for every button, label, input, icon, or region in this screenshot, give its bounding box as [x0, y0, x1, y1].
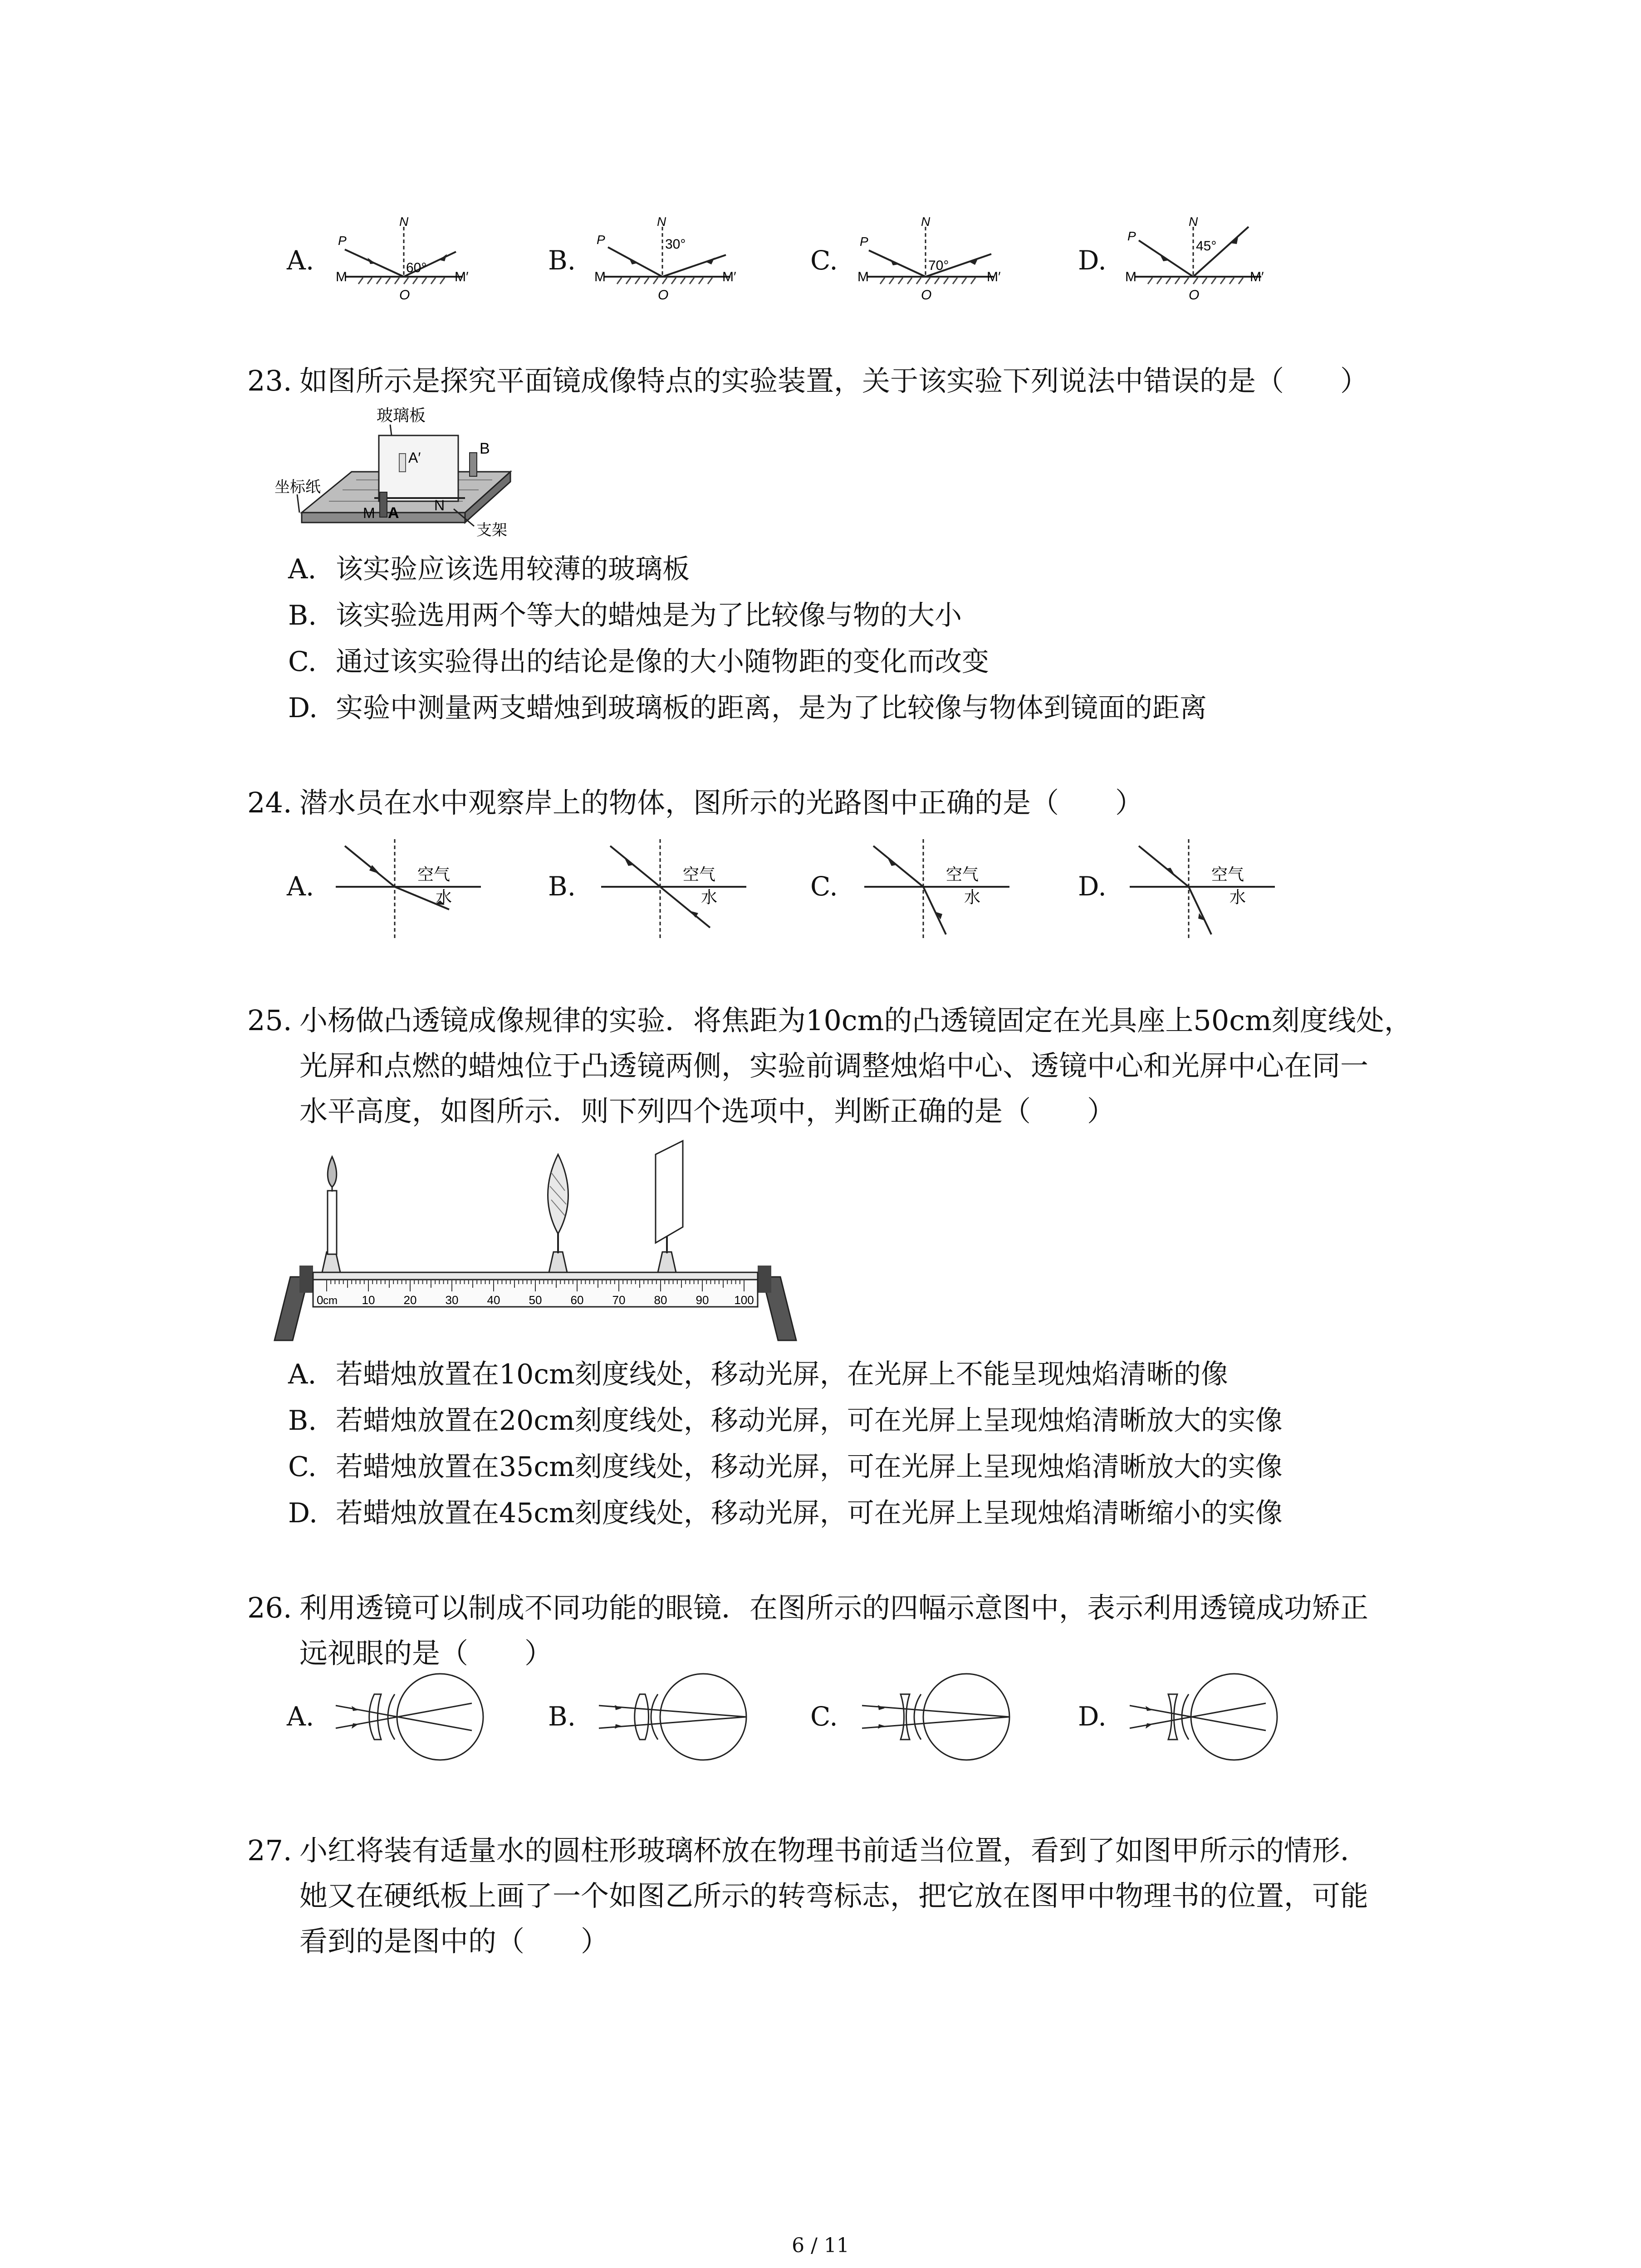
q23-choice-b-label: B. [288, 600, 317, 631]
q27-number: 27. [247, 1834, 292, 1867]
q23-choice-a[interactable] [288, 553, 690, 585]
q26-stem [247, 1585, 1472, 1676]
q22-figure-b [594, 215, 740, 308]
q22-d-label-m2: M′ [1250, 269, 1264, 284]
q22-c-label-o: O [921, 288, 932, 303]
q24-figure-a [331, 837, 485, 941]
q23-choice-b-text: 该实验选用两个等大的蜡烛是为了比较像与物的大小 [336, 600, 962, 631]
q24-a-label-air: 空气 [417, 865, 451, 884]
q25-text-line-1: 小杨做凸透镜成像规律的实验．将焦距为10cm的凸透镜固定在光具座上50cm刻度线处， [299, 1004, 1412, 1037]
q22-b-label-p: P [597, 233, 605, 247]
q26-eye-figure-b [590, 1667, 753, 1767]
q24-a-label-water: 水 [436, 888, 452, 906]
q24-number: 24. [247, 786, 292, 819]
ruler-tick-label: 30 [445, 1293, 459, 1307]
q26-option-letter-b[interactable]: B. [548, 1701, 576, 1732]
q25-choice-b-text: 若蜡烛放置在20cm刻度线处，移动光屏，可在光屏上呈现烛焰清晰放大的实像 [336, 1405, 1283, 1437]
q24-b-label-water: 水 [701, 888, 718, 906]
q23-choice-c-label: C. [288, 646, 317, 678]
q22-option-letter-a[interactable]: A. [287, 245, 314, 276]
ruler-tick-label: 70 [612, 1293, 626, 1307]
q23-label-stand: 支架 [476, 522, 507, 539]
q22-c-label-m2: M′ [987, 269, 1001, 284]
q25-choice-d[interactable] [288, 1497, 1283, 1529]
ruler-tick-label: 10 [362, 1293, 375, 1307]
q24-option-letter-d[interactable]: D. [1078, 871, 1107, 902]
q23-choice-c-text: 通过该实验得出的结论是像的大小随物距的变化而改变 [336, 646, 989, 678]
q27-text-line-3: 看到的是图中的（ ） [299, 1925, 609, 1958]
q22-figure-d [1125, 215, 1275, 308]
ruler-tick-label: 100 [734, 1293, 754, 1307]
q26-option-letter-a[interactable]: A. [287, 1701, 314, 1732]
q24-figure-b [597, 837, 751, 941]
q27-text-line-2: 她又在硬纸板上画了一个如图乙所示的转弯标志，把它放在图甲中物理书的位置，可能 [299, 1879, 1369, 1912]
q25-ruler-unit: cm [323, 1295, 338, 1307]
q25-choice-d-text: 若蜡烛放置在45cm刻度线处，移动光屏，可在光屏上呈现烛焰清晰缩小的实像 [336, 1497, 1283, 1529]
q22-d-label-p: P [1127, 229, 1136, 243]
q22-a-label-m: M [336, 269, 347, 284]
ruler-tick-label: 80 [654, 1293, 667, 1307]
q24-stem [247, 780, 1472, 826]
q22-option-letter-d[interactable]: D. [1078, 245, 1107, 276]
q27-text-line-1: 小红将装有适量水的圆柱形玻璃杯放在物理书前适当位置，看到了如图甲所示的情形． [299, 1834, 1369, 1867]
q24-option-letter-b[interactable]: B. [548, 871, 576, 902]
q22-figure-a [336, 215, 472, 308]
q25-choice-d-label: D. [288, 1497, 318, 1529]
q22-a-label-o: O [399, 288, 410, 303]
q22-d-label-m: M [1125, 269, 1136, 284]
q26-eye-figure-d [1121, 1667, 1284, 1767]
q25-text-line-3: 水平高度，如图所示．则下列四个选项中，判断正确的是（ ） [299, 1095, 1116, 1128]
q24-text: 潜水员在水中观察岸上的物体，图所示的光路图中正确的是（ ） [299, 786, 1144, 819]
q23-choice-b[interactable] [288, 602, 962, 629]
q22-a-label-n: N [399, 215, 409, 229]
q24-d-label-water: 水 [1230, 888, 1246, 906]
q22-c-label-p: P [860, 235, 868, 249]
q25-choice-c[interactable] [288, 1453, 1283, 1481]
q22-d-label-o: O [1189, 288, 1200, 303]
ruler-tick-label: 60 [570, 1293, 584, 1307]
q23-choice-c[interactable] [288, 646, 989, 678]
q22-c-angle: 70° [928, 258, 949, 273]
q23-label-b: B [480, 440, 490, 457]
q23-choice-d[interactable] [288, 694, 1207, 722]
q25-stem [247, 998, 1472, 1134]
q26-text-line-2: 远视眼的是（ ） [299, 1637, 553, 1670]
q24-b-label-air: 空气 [683, 865, 716, 884]
q25-choice-a-text: 若蜡烛放置在10cm刻度线处，移动光屏，在光屏上不能呈现烛焰清晰的像 [336, 1359, 1228, 1390]
q24-c-label-air: 空气 [946, 865, 979, 884]
q26-eye-figure-a [327, 1667, 490, 1767]
q23-stem [247, 358, 1472, 404]
q25-choice-c-label: C. [288, 1451, 317, 1483]
q24-figure-c [860, 837, 1014, 941]
q22-b-label-m2: M′ [722, 269, 736, 284]
q22-b-label-o: O [658, 288, 669, 303]
q24-option-letter-a[interactable]: A. [287, 871, 314, 902]
ruler-tick-label: 50 [529, 1293, 542, 1307]
q23-choice-a-text: 该实验应该选用较薄的玻璃板 [336, 553, 690, 585]
q22-b-label-m: M [594, 269, 606, 284]
q26-option-letter-d[interactable]: D. [1078, 1701, 1107, 1732]
q22-a-label-m2: M′ [455, 269, 469, 284]
ruler-tick-label: 40 [487, 1293, 500, 1307]
q27-stem [247, 1828, 1472, 1964]
q26-text-line-1: 利用透镜可以制成不同功能的眼镜．在图所示的四幅示意图中，表示利用透镜成功矫正 [299, 1591, 1369, 1624]
q23-label-a-image: A′ [408, 450, 421, 466]
q25-choice-b[interactable] [288, 1405, 1283, 1437]
q25-number: 25. [247, 1004, 292, 1037]
q22-b-angle: 30° [665, 237, 686, 252]
q25-choice-c-text: 若蜡烛放置在35cm刻度线处，移动光屏，可在光屏上呈现烛焰清晰放大的实像 [336, 1451, 1283, 1483]
q25-convex-lens [548, 1154, 568, 1272]
q25-light-screen [656, 1141, 683, 1272]
ruler-tick-label: 20 [403, 1293, 417, 1307]
ruler-tick-label: 90 [696, 1293, 709, 1307]
q26-number: 26. [247, 1591, 292, 1624]
q23-choice-d-text: 实验中测量两支蜡烛到玻璃板的距离，是为了比较像与物体到镜面的距离 [336, 692, 1207, 724]
q22-c-label-m: M [857, 269, 869, 284]
q24-c-label-water: 水 [964, 888, 981, 906]
q25-text-line-2: 光屏和点燃的蜡烛位于凸透镜两侧，实验前调整烛焰中心、透镜中心和光屏中心在同一 [299, 1049, 1369, 1082]
q26-option-letter-c[interactable]: C. [810, 1701, 838, 1732]
q23-label-paper: 坐标纸 [274, 479, 321, 496]
q25-optical-bench-figure [272, 1136, 798, 1349]
q22-b-label-n: N [657, 215, 666, 229]
q25-choice-a[interactable] [288, 1361, 1228, 1388]
q23-choice-a-label: A. [288, 553, 317, 585]
q25-choice-b-label: B. [288, 1405, 317, 1437]
q23-number: 23. [247, 364, 292, 397]
q23-label-a: A [388, 504, 399, 522]
q22-figure-c [857, 215, 1003, 308]
q23-label-n: N [434, 497, 445, 513]
q23-mirror-apparatus-figure [274, 404, 529, 544]
q25-choice-a-label: A. [288, 1359, 317, 1390]
q24-figure-d [1125, 837, 1279, 941]
q23-text: 如图所示是探究平面镜成像特点的实验装置，关于该实验下列说法中错误的是（ ） [299, 364, 1369, 397]
q22-c-label-n: N [921, 215, 931, 229]
q22-d-angle: 45° [1196, 239, 1217, 254]
ruler-tick-label-zero: 0 [317, 1293, 323, 1307]
q23-label-glass: 玻璃板 [377, 406, 426, 425]
q23-choice-d-label: D. [288, 692, 318, 724]
q24-d-label-air: 空气 [1211, 865, 1244, 884]
q22-a-label-p: P [338, 234, 347, 248]
q24-option-letter-c[interactable]: C. [810, 871, 838, 902]
q25-candle [322, 1157, 340, 1272]
page-number: 6 / 11 [792, 2234, 849, 2257]
q22-d-label-n: N [1189, 215, 1198, 229]
q26-eye-figure-c [853, 1667, 1016, 1767]
q22-option-letter-b[interactable]: B. [548, 245, 576, 276]
q22-a-angle: 60° [406, 260, 427, 275]
q22-option-letter-c[interactable]: C. [810, 245, 838, 276]
q23-label-m: M [363, 505, 375, 521]
